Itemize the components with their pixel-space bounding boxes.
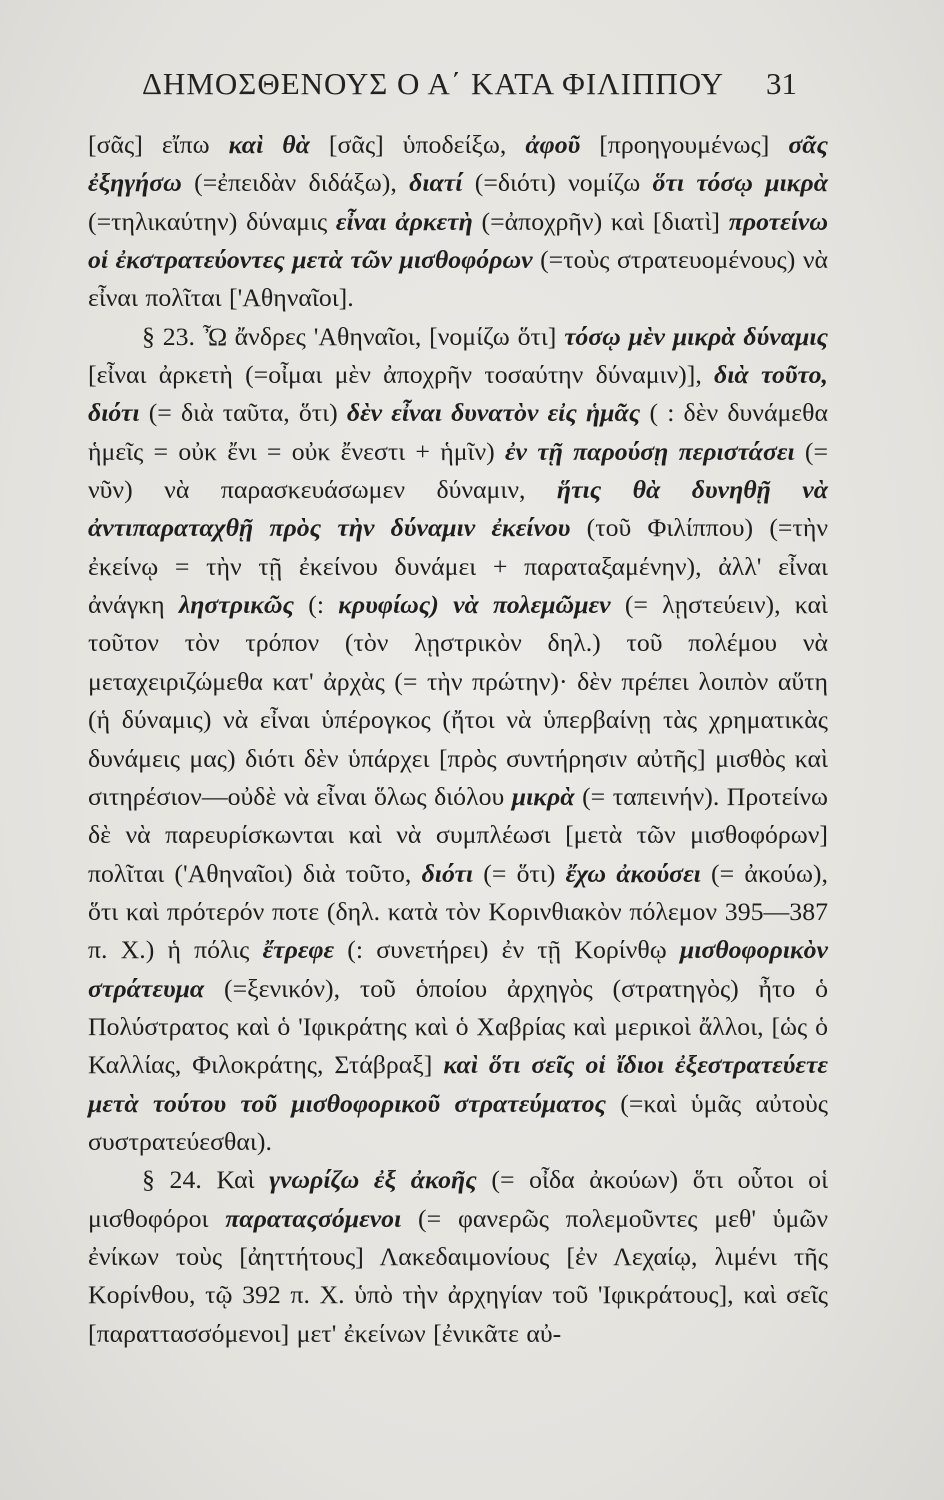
text-segment: (=ξενικόν), τοῦ ὁποίου ἀρχηγὸς (στρατηγὸς) ἦτο ὁ Πολύστρατος καὶ ὁ 'Ιφικράτης καὶ ὁ Χαβρίας καὶ μερικοὶ ἄλλοι, [ὡς ὁ Καλλίας, Φιλοκράτης, Στάβραξ] <box>88 973 828 1080</box>
emphasized-text: ληστρικῶς <box>178 590 295 620</box>
text-segment: Καὶ <box>216 1165 270 1195</box>
text-segment: (= νῦν) νὰ παρασκευάσωμεν δύναμιν, <box>88 436 828 505</box>
text-segment: (= διὰ ταῦτα, ὅτι) <box>139 398 347 428</box>
text-segment: (τοῦ Φιλίππου) (=τὴν ἐκείνῳ = τὴν τῇ ἐκείνου δυνάμει + παραταξαμένην), ἀλλ' εἶναι ἀνάγκη <box>88 513 828 620</box>
text-segment: (=τοὺς στρατευομένους) νὰ εἶναι πολῖται ['Αθηναῖοι]. <box>88 245 829 313</box>
emphasized-text: διατί <box>409 168 463 198</box>
text-segment: Ὦ ἄνδρες 'Αθηναῖοι, [νομίζω ὅτι] <box>202 321 565 351</box>
emphasized-text: διότι <box>421 858 474 888</box>
text-segment: [προηγουμένως] <box>580 130 789 159</box>
emphasized-text: γνωρίζω ἐξ ἀκοῆς <box>269 1165 477 1195</box>
page-number: 31 <box>766 66 797 101</box>
text-segment: (= λῃστεύειν), καὶ τοῦτον τὸν τρόπον (τὸν λῃστρικὸν δηλ.) τοῦ πολέμου νὰ μεταχειριζώμεθα κατ' ἀρχὰς (= τὴν πρώτην)· δὲν πρέπει λοιπὸν αὕτη (ἡ δύναμις) νὰ εἶναι ὑπέρογκος (ἤτοι νὰ ὑπερβαίνῃ τὰς χρηματικὰς δυνάμεις μας) διότι δὲν ὑπάρχει [πρὸς συντήρησιν αὐτῆς] μισθὸς καὶ σιτηρέσιον—οὐδὲ νὰ εἶναι ὅλως διόλου <box>88 590 828 811</box>
text-segment: § 24. <box>142 1165 217 1195</box>
text-segment: (: <box>294 590 339 620</box>
emphasized-text: τόσῳ μὲν μικρὰ δύναμις <box>564 321 828 351</box>
text-segment: (= φανερῶς πολεμοῦντες μεθ' ὑμῶν ἐνίκων τοὺς [ἀηττήτους] Λακεδαιμονίους [ἐν Λεχαίῳ, λιμένι τῆς Κορίνθου, τῷ 392 π. Χ. ὑπὸ τὴν ἀρχηγίαν τοῦ 'Ιφικράτους], καὶ σεῖς [παραττασσόμενοι] μετ' ἐκείνων [ἐνικᾶτε αὐ- <box>88 1203 828 1348</box>
text-segment: (= ἀκούω), ὅτι καὶ πρότερόν ποτε (δηλ. κατὰ τὸν Κορινθιακὸν πόλεμον 395—387 π. Χ.) ἡ πόλις <box>88 858 828 965</box>
page-header <box>0 66 944 106</box>
emphasized-text: παραταςσόμενοι <box>225 1203 402 1233</box>
emphasized-text: διὰ τοῦτο, διότι <box>88 360 828 428</box>
emphasized-text: σᾶς ἐξηγήσω <box>88 130 828 198</box>
emphasized-text: προτείνω οἱ ἐκστρατεύοντες μετὰ τῶν μισθοφόρων <box>88 206 828 275</box>
emphasized-text: ὅτι τόσῳ μικρὰ <box>652 168 828 198</box>
text-segment: (=ἀποχρῆν) καὶ [διατὶ] <box>472 206 729 236</box>
emphasized-text: δὲν εἶναι δυνατὸν εἰς ἡμᾶς <box>346 398 641 428</box>
text-segment: [σᾶς] ὑποδείξω, <box>309 130 526 159</box>
text-segment: (=καὶ ὑμᾶς αὐτοὺς συστρατεύεσθαι). <box>88 1088 829 1156</box>
text-segment: ( : δὲν δυνάμεθα ἡμεῖς = οὐκ ἔνι = οὐκ ἔνεστι + ἡμῖν) <box>88 398 828 466</box>
text-segment: [σᾶς] εἴπω <box>88 130 229 159</box>
paragraph <box>88 126 828 318</box>
emphasized-text: ἥτις θὰ δυνηθῇ νὰ ἀντιπαραταχθῇ πρὸς τὴν δύναμιν ἐκείνου <box>88 475 828 543</box>
text-segment: § 23. <box>142 321 203 351</box>
paragraph <box>88 318 828 1162</box>
emphasized-text: εἶναι ἀρκετὴ <box>335 206 473 236</box>
emphasized-text: κρυφίως) νὰ πολεμῶμεν <box>338 590 611 620</box>
emphasized-text: ἀφοῦ <box>525 130 581 159</box>
text-segment: (=ἐπειδὰν διδάξω), <box>181 168 410 198</box>
text-segment: (= ταπεινήν). Προτείνω δὲ νὰ παρευρίσκωνται καὶ νὰ συμπλέωσι [μετὰ τῶν μισθοφόρων] πολῖται ('Αθηναῖοι) διὰ τοῦτο, <box>88 781 828 888</box>
paragraph <box>88 1161 828 1353</box>
emphasized-text: ἐν τῇ παρούσῃ περιστάσει <box>504 436 795 466</box>
emphasized-text: ἔτρεφε <box>262 935 335 965</box>
emphasized-text: ἔχω ἀκούσει <box>565 858 701 888</box>
emphasized-text: μικρὰ <box>511 781 575 811</box>
text-segment: (: συνετήρει) ἐν τῇ Κορίνθῳ <box>334 935 680 965</box>
body-text <box>88 126 828 1353</box>
running-title: ΔΗΜΟΣΘΕΝΟΥΣ Ο Α΄ ΚΑΤΑ ΦΙΛΙΠΠΟΥ <box>142 66 724 101</box>
text-segment: [εἶναι ἀρκετὴ (=οἶμαι μὲν ἀποχρῆν τοσαύτην δύναμιν)], <box>88 360 715 390</box>
emphasized-text: μισθοφορικὸν στράτευμα <box>88 935 829 1003</box>
emphasized-text: καὶ ὅτι σεῖς οἱ ἴδιοι ἐξεστρατεύετε μετὰ τούτου τοῦ μισθοφορικοῦ στρατεύματος <box>88 1050 828 1118</box>
text-segment: (= ὅτι) <box>473 858 566 888</box>
text-segment: (= οἶδα ἀκούων) ὅτι οὗτοι οἱ μισθοφόροι <box>88 1165 829 1233</box>
text-segment: (=διότι) νομίζω <box>462 168 653 198</box>
emphasized-text: καὶ θὰ <box>228 130 310 159</box>
text-segment: (=τηλικαύτην) δύναμις <box>88 206 336 236</box>
